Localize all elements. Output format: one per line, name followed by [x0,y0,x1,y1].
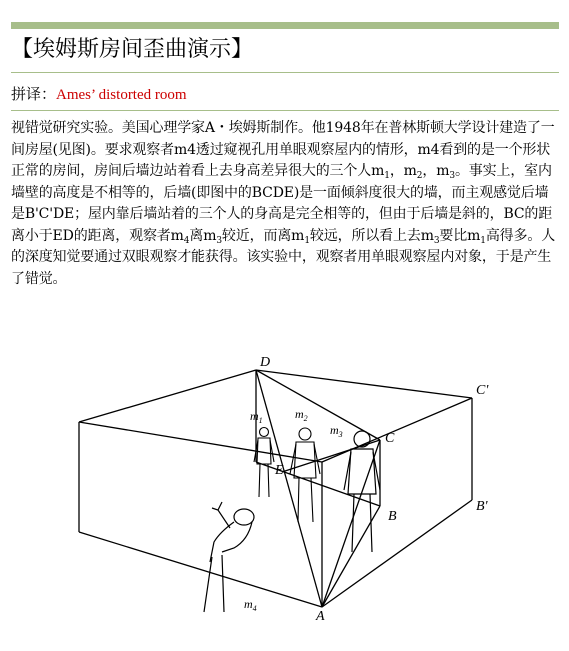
body-text-5: 较远，所以看上去m [309,227,434,244]
title-divider [11,72,559,73]
body-text-4: 较近，而离m [221,227,305,244]
person-m1 [254,428,274,498]
body-text-7: 高得多。人的深度知觉要通过双眼观察才能获得。该实验中，观察者用单眼观察屋内对象，于是产生了错觉。 [11,227,556,287]
label-C: C [385,431,395,446]
edge-front-floor [79,532,322,607]
label-m4: $m_4$ [244,597,257,613]
label-C-prime: C' [476,383,489,398]
label-B: B [388,509,397,524]
body-text-1: 视错觉研究实验。美国心理学家A・埃姆斯制作。他1948年在普林斯顿大学设计建造了一间房屋(见图)。要求观察者m4透过窥视孔用单眼观察屋内的情形，m4看到的是一个形状正常的房间，房间后墙边站着看上去身高差异很大的三个人m [11,120,555,179]
pinyin-value: Ames’ distorted room [56,87,187,103]
description-paragraph [11,118,561,290]
pinyin-divider [11,110,559,111]
sub-m3: 3 [449,171,455,181]
edge-D-C-real [256,370,380,440]
body-sep-2: ，m [422,163,450,179]
pinyin-label: 拼译： [11,85,57,103]
edge-A-Bprime [322,500,472,607]
body-text-3: 离m [189,227,217,244]
inner-line [282,440,380,472]
top-accent-bar [11,22,559,29]
person-m4-observer [204,502,254,612]
label-m2: $m_2$ [295,407,308,423]
body-sep-1: ，m [389,163,417,179]
sub-m3b: 3 [216,235,222,246]
sub-m1c: 1 [480,235,486,246]
label-B-prime: B' [476,499,488,514]
label-m3: $m_3$ [330,423,343,439]
sub-m1b: 1 [304,235,310,246]
edge-D-C [256,370,472,398]
sub-m1: 1 [384,171,390,181]
page-title: 【埃姆斯房间歪曲演示】 [11,37,254,62]
sightline-D-A [256,370,322,607]
label-m1: $m_1$ [250,409,263,425]
edge-front-right-top [322,398,472,462]
label-A: A [316,609,325,622]
label-D: D [260,355,271,370]
sub-m3c: 3 [433,235,440,246]
sub-m4: 4 [183,235,190,246]
ames-room-illustration [72,352,502,622]
label-E: E [275,463,284,478]
sub-m2: 2 [416,171,423,181]
edge-left-top [79,370,256,422]
body-text-6: 要比m [439,227,481,244]
pinyin-row [11,82,187,107]
body-text-2: 。事实上，室内墙壁的高度是不相等的，后墙(即图中的BCDE)是一面倾斜度很大的墙，而主观感觉后墙是B'C'DE；屋内靠后墙站着的三个人的身高是完全相等的，但由于后墙是斜的，BC的距离小于ED的距离，观察者m [11,163,553,244]
edge-front-top [79,422,322,462]
ames-room-figure [72,352,502,622]
